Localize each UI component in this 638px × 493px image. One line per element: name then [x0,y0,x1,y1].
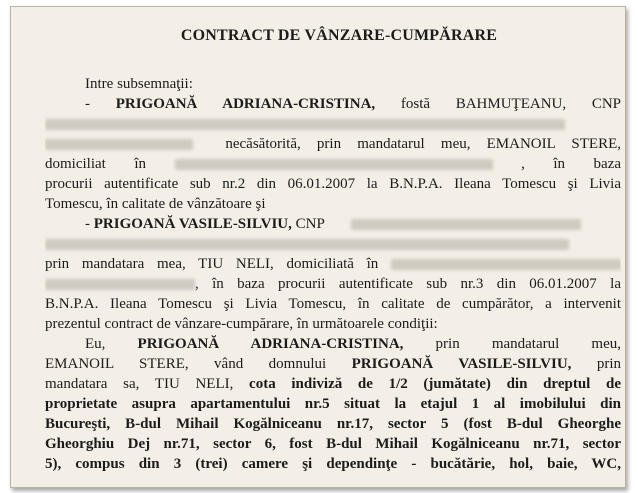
text-line: Tomescu, în calitate de vânzătoare şi [45,196,266,212]
document-page [10,6,626,488]
text-line: Eu, PRIGOANĂ ADRIANA-CRISTINA, prin mandatarul meu, [85,336,621,352]
text-line: procurii autentificate sub nr.2 din 06.01.2007 la B.N.P.A. Ileana Tomescu şi Livia [45,176,621,192]
text-line: - PRIGOANĂ ADRIANA-CRISTINA, fostă BAHMUŢEANU, CNP [85,96,621,112]
text-line: Gheorghiu Dej nr.71, sector 6, fost B-dul Mihail Kogălniceanu nr.71, sector [45,436,621,452]
buyer-name: PRIGOANĂ VASILE-SILVIU, [93,216,292,232]
seller-name: PRIGOANĂ ADRIANA-CRISTINA, [115,96,376,112]
text-line: Intre subsemnaţii: [85,76,193,92]
text-line: 5), compus din 3 (trei) camere şi dependinţe - bucătărie, hol, baie, WC, [45,456,621,472]
text-line: necăsătorită, prin mandatarul meu, EMANOIL STERE, [45,134,621,154]
document-title: CONTRACT DE VÂNZARE-CUMPĂRARE [180,27,498,44]
text-line: prezentul contract de vânzare-cumpărare, în următoarele condiţii: [45,316,438,332]
text-line: - PRIGOANĂ VASILE-SILVIU, CNP [45,214,621,234]
redacted-block [175,159,493,170]
redacted-block [45,239,569,250]
text-line: domiciliat în , în baza [45,156,621,172]
contract-text [45,27,621,474]
text-line: , în baza procurii autentificate sub nr.3 din 06.01.2007 la [45,274,621,294]
redacted-block [45,279,195,290]
text-line: mandatara sa, TIU NELI, cota indiviză de 1/2 (jumătate) din dreptul de [45,376,621,392]
redacted-block [45,139,193,150]
text-line: Bucureşti, B-dul Mihail Kogălniceanu nr.17, sector 5 (fost B-dul Gheorghe [45,416,621,432]
redacted-line [45,114,621,134]
text-line: EMANOIL STERE, vând domnului PRIGOANĂ VASILE-SILVIU, prin [45,356,621,372]
redacted-block [45,119,565,130]
redacted-line [45,234,621,254]
text-line: proprietate asupra apartamentului nr.5 situat la etajul 1 al imobilului din [45,396,621,412]
text-line: prin mandatara mea, TIU NELI, domiciliată în [45,254,621,274]
text-line: B.N.P.A. Ileana Tomescu şi Livia Tomescu, în calitate de cumpărător, a intervenit [45,296,621,312]
redacted-block [351,219,581,230]
redacted-block [391,259,621,270]
